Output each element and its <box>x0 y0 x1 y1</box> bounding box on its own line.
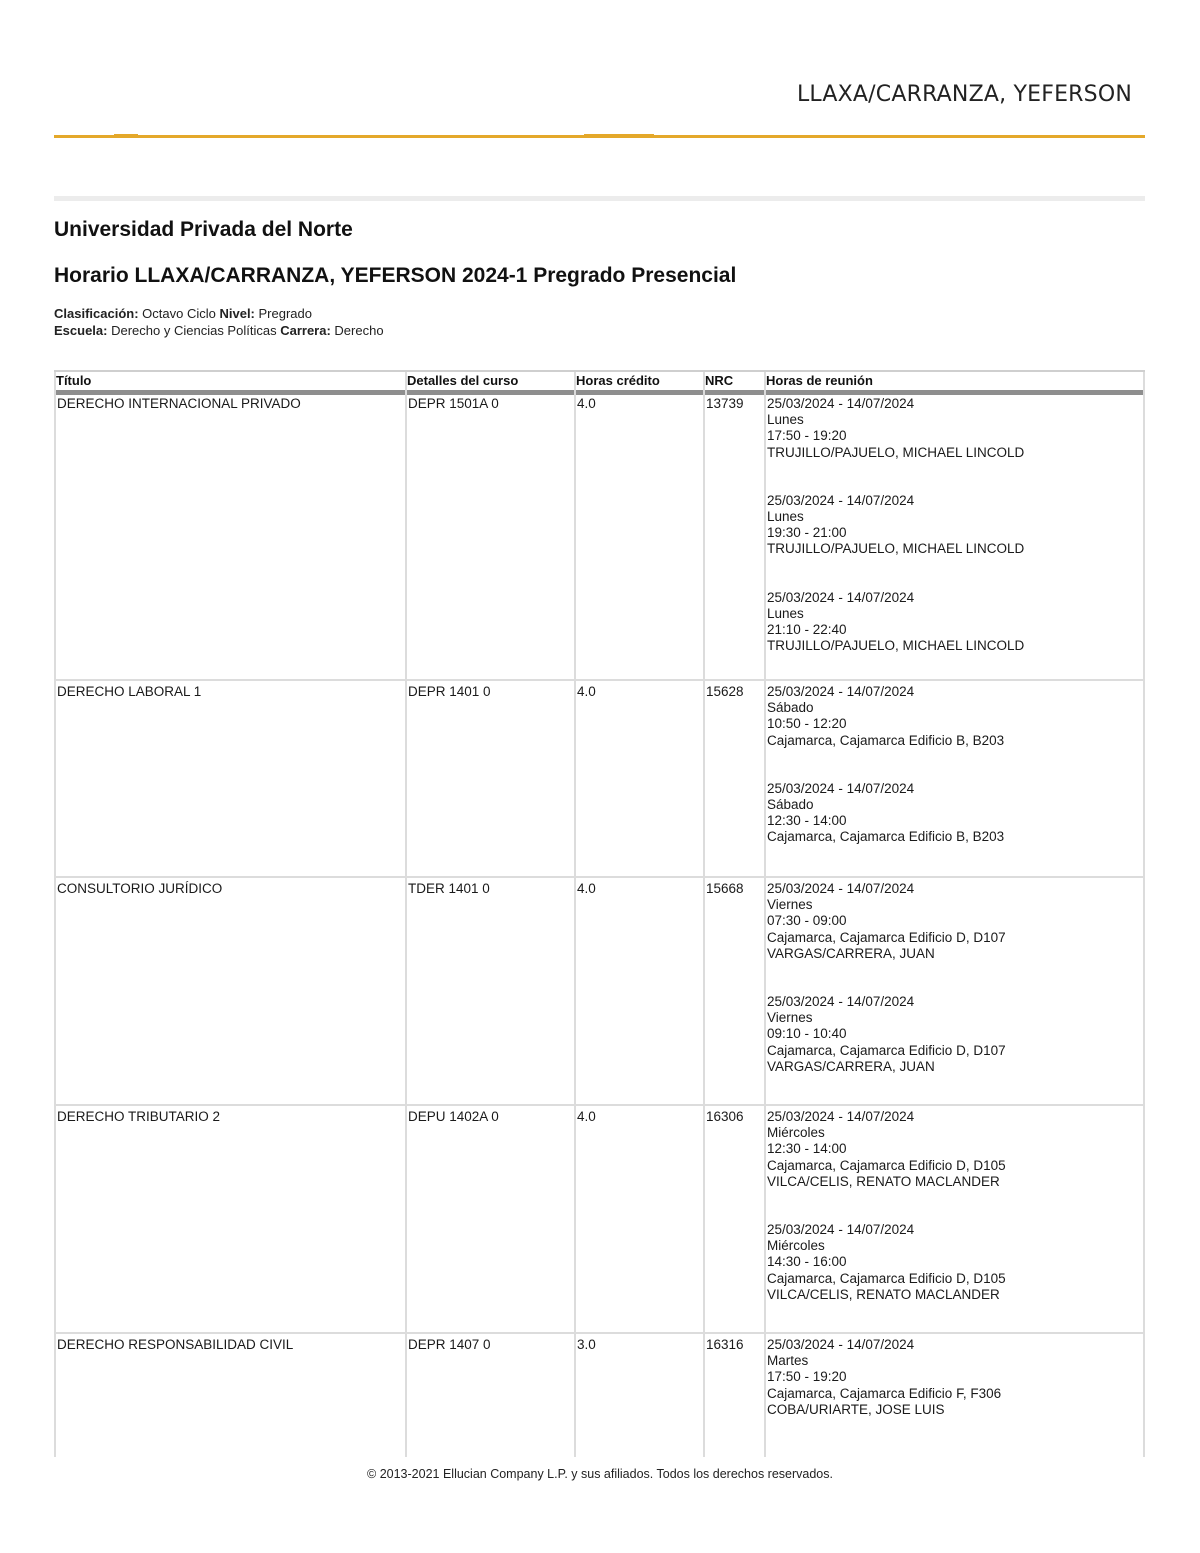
column-divider <box>405 372 407 1457</box>
meeting-line: 25/03/2024 - 14/07/2024 <box>767 994 915 1010</box>
meeting-line: 10:50 - 12:20 <box>767 716 847 732</box>
meeting-line: TRUJILLO/PAJUELO, MICHAEL LINCOLD <box>767 444 1025 460</box>
header-detalles: Detalles del curso <box>407 373 519 388</box>
university-name: Universidad Privada del Norte <box>54 218 353 241</box>
header-underline <box>54 390 1145 395</box>
row-divider <box>54 1104 1145 1106</box>
meeting-line: VARGAS/CARRERA, JUAN <box>767 945 935 961</box>
meeting-line: 19:30 - 21:00 <box>767 525 847 541</box>
meeting-line: 12:30 - 14:00 <box>767 813 847 829</box>
column-divider <box>764 372 766 1457</box>
meeting-line: 25/03/2024 - 14/07/2024 <box>767 780 915 796</box>
meta-line-2 <box>54 323 384 338</box>
meeting-line: 25/03/2024 - 14/07/2024 <box>767 1109 915 1124</box>
cell-nrc: 13739 <box>706 396 744 411</box>
meeting-line: 25/03/2024 - 14/07/2024 <box>767 1337 915 1352</box>
meeting-line: Viernes <box>767 1010 813 1026</box>
meeting-block <box>767 994 1006 1075</box>
cell-meetings <box>767 684 1004 878</box>
header-horas-reunion: Horas de reunión <box>766 373 873 388</box>
nivel-label: Nivel: <box>219 306 255 321</box>
meeting-block <box>767 396 1024 461</box>
meeting-line: Martes <box>767 1353 809 1369</box>
meeting-line: 25/03/2024 - 14/07/2024 <box>767 396 915 411</box>
cell-title: CONSULTORIO JURÍDICO <box>57 881 223 896</box>
meeting-line: 25/03/2024 - 14/07/2024 <box>767 881 915 896</box>
meeting-line: VARGAS/CARRERA, JUAN <box>767 1058 935 1074</box>
cell-title: DERECHO LABORAL 1 <box>57 684 202 699</box>
meeting-line: Cajamarca, Cajamarca Edificio D, D105 <box>767 1270 1006 1286</box>
cell-nrc: 15628 <box>706 684 744 699</box>
meeting-line: 17:50 - 19:20 <box>767 428 847 444</box>
header-titulo: Título <box>56 373 92 388</box>
carrera-value: Derecho <box>334 323 384 338</box>
meeting-line: VILCA/CELIS, RENATO MACLANDER <box>767 1173 1000 1189</box>
meeting-block <box>767 1109 1006 1190</box>
row-divider <box>54 679 1145 681</box>
clasificacion-label: Clasificación: <box>54 306 139 321</box>
cell-credits: 4.0 <box>577 1109 596 1124</box>
meeting-line: Cajamarca, Cajamarca Edificio B, B203 <box>767 732 1005 748</box>
cell-title: DERECHO RESPONSABILIDAD CIVIL <box>57 1337 294 1352</box>
meeting-line: 25/03/2024 - 14/07/2024 <box>767 492 915 508</box>
meeting-line: 12:30 - 14:00 <box>767 1141 847 1157</box>
column-divider <box>54 372 56 1457</box>
meeting-line: 09:10 - 10:40 <box>767 1026 847 1042</box>
gold-divider <box>54 135 1145 138</box>
meeting-line: Lunes <box>767 412 804 428</box>
meeting-block <box>767 590 1024 655</box>
cell-details: DEPR 1501A 0 <box>408 396 499 411</box>
cell-meetings <box>767 1109 1006 1335</box>
cell-credits: 4.0 <box>577 396 596 411</box>
meeting-line: 25/03/2024 - 14/07/2024 <box>767 684 915 699</box>
cell-credits: 4.0 <box>577 684 596 699</box>
meeting-line: Lunes <box>767 605 804 621</box>
cell-title: DERECHO TRIBUTARIO 2 <box>57 1109 221 1124</box>
schedule-table <box>54 370 1145 1457</box>
meeting-line: Lunes <box>767 509 804 525</box>
meeting-line: Cajamarca, Cajamarca Edificio D, D107 <box>767 1042 1006 1058</box>
column-divider <box>574 372 576 1457</box>
section-divider <box>54 196 1145 201</box>
meeting-block <box>767 1337 1001 1418</box>
meeting-line: Cajamarca, Cajamarca Edificio D, D105 <box>767 1157 1006 1173</box>
carrera-label: Carrera: <box>280 323 331 338</box>
cell-details: DEPU 1402A 0 <box>408 1109 499 1124</box>
header-nrc: NRC <box>705 373 734 388</box>
meeting-line: TRUJILLO/PAJUELO, MICHAEL LINCOLD <box>767 541 1025 557</box>
cell-credits: 3.0 <box>577 1337 596 1352</box>
nivel-value: Pregrado <box>258 306 312 321</box>
meeting-line: Sábado <box>767 700 814 716</box>
header-horas-credito: Horas crédito <box>576 373 660 388</box>
row-divider <box>54 1332 1145 1334</box>
meeting-line: Miércoles <box>767 1125 825 1141</box>
table-header <box>54 370 1145 390</box>
cell-credits: 4.0 <box>577 881 596 896</box>
cell-nrc: 16306 <box>706 1109 744 1124</box>
cell-nrc: 15668 <box>706 881 744 896</box>
meeting-line: Sábado <box>767 797 814 813</box>
meeting-block <box>767 881 1006 962</box>
schedule-title: Horario LLAXA/CARRANZA, YEFERSON 2024-1 Pregrado Presencial <box>54 264 737 287</box>
cell-title: DERECHO INTERNACIONAL PRIVADO <box>57 396 301 411</box>
meeting-line: 25/03/2024 - 14/07/2024 <box>767 1222 915 1238</box>
row-divider <box>54 876 1145 878</box>
meeting-line: TRUJILLO/PAJUELO, MICHAEL LINCOLD <box>767 638 1025 654</box>
meeting-line: Cajamarca, Cajamarca Edificio B, B203 <box>767 829 1005 845</box>
meeting-line: 14:30 - 16:00 <box>767 1254 847 1270</box>
meeting-block <box>767 684 1004 749</box>
meeting-line: COBA/URIARTE, JOSE LUIS <box>767 1401 945 1417</box>
cell-meetings <box>767 881 1006 1107</box>
escuela-label: Escuela: <box>54 323 108 338</box>
cell-details: DEPR 1401 0 <box>408 684 491 699</box>
escuela-value: Derecho y Ciencias Políticas <box>111 323 277 338</box>
meeting-block <box>767 781 1004 846</box>
clasificacion-value: Octavo Ciclo <box>142 306 216 321</box>
copyright-footer: © 2013-2021 Ellucian Company L.P. y sus afiliados. Todos los derechos reservados. <box>367 1467 833 1481</box>
meeting-line: Viernes <box>767 897 813 913</box>
meeting-line: 07:30 - 09:00 <box>767 913 847 929</box>
meeting-line: Miércoles <box>767 1238 825 1254</box>
cell-meetings <box>767 396 1024 686</box>
meeting-line: Cajamarca, Cajamarca Edificio F, F306 <box>767 1385 1002 1401</box>
meeting-line: VILCA/CELIS, RENATO MACLANDER <box>767 1286 1000 1302</box>
meeting-line: 21:10 - 22:40 <box>767 622 847 638</box>
cell-meetings <box>767 1337 1001 1450</box>
cell-details: DEPR 1407 0 <box>408 1337 491 1352</box>
meeting-line: 25/03/2024 - 14/07/2024 <box>767 589 915 605</box>
meta-line-1 <box>54 306 312 321</box>
cell-details: TDER 1401 0 <box>408 881 490 896</box>
meeting-block <box>767 493 1024 558</box>
meeting-line: Cajamarca, Cajamarca Edificio D, D107 <box>767 929 1006 945</box>
column-divider <box>1143 372 1145 1457</box>
student-name-header: LLAXA/CARRANZA, YEFERSON <box>796 82 1132 107</box>
cell-nrc: 16316 <box>706 1337 744 1352</box>
column-divider <box>703 372 705 1457</box>
meeting-block <box>767 1222 1006 1303</box>
meeting-line: 17:50 - 19:20 <box>767 1369 847 1385</box>
